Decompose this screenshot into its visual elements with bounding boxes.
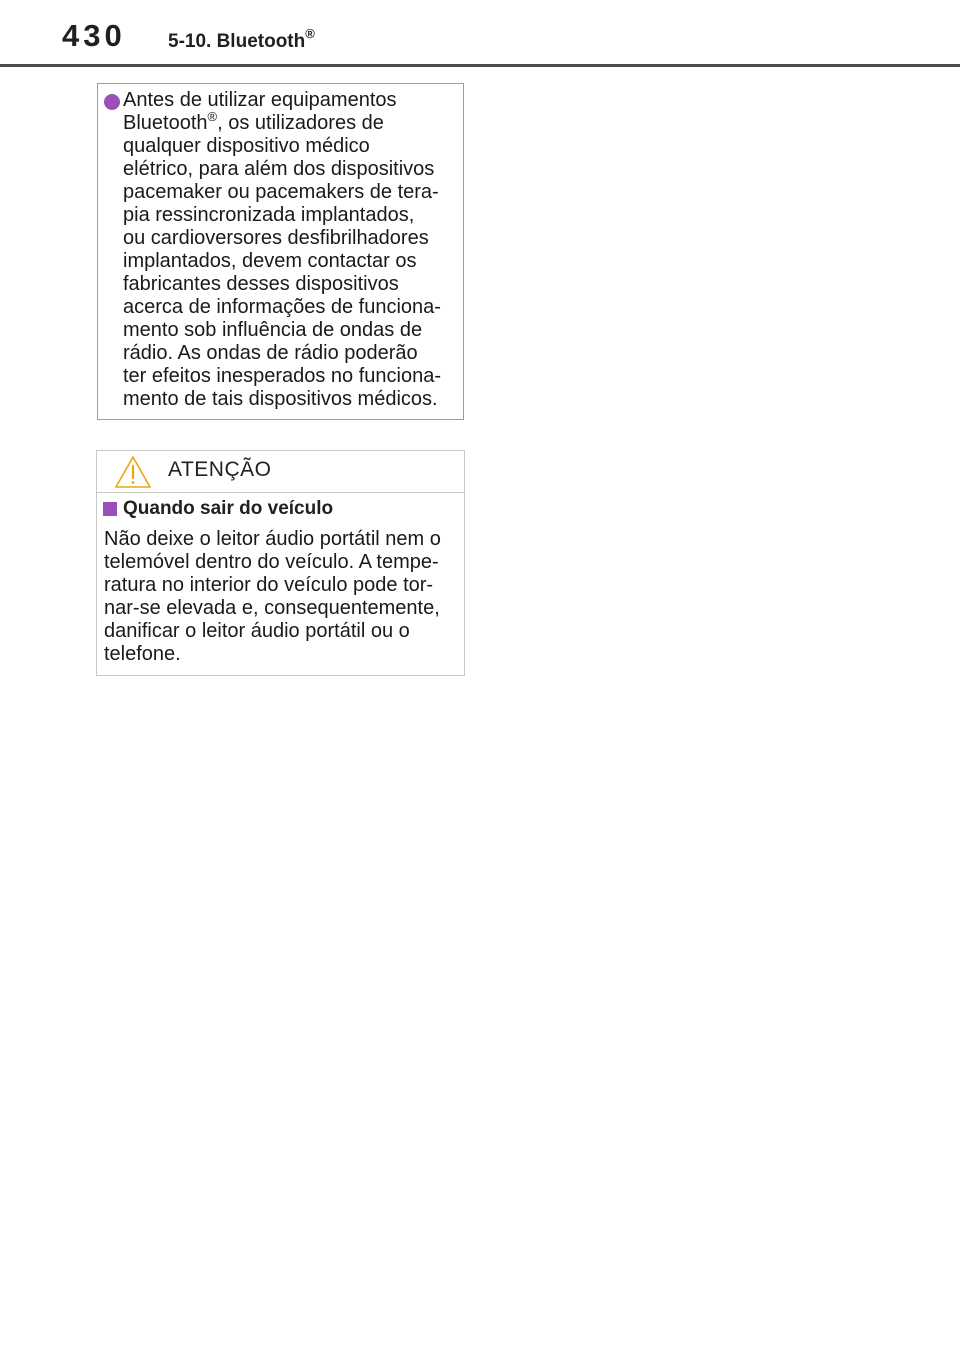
info-text-part1: Antes de utilizar equipamentos Bluetooth	[123, 89, 397, 134]
registered-mark: ®	[305, 26, 315, 41]
page-header	[0, 0, 960, 68]
section-title	[168, 26, 315, 53]
warning-title: ATENÇÃO	[168, 458, 272, 481]
warning-body: Não deixe o leitor áudio portátil nem o telemóvel dentro do veículo. A tempe- ratura no interior do veículo pode tor- nar-se elevada e, consequentemente, danificar o leitor áudio portátil ou o telefone.	[104, 528, 441, 665]
page-number: 430	[62, 18, 126, 53]
warning-triangle-icon	[114, 455, 152, 489]
info-registered-mark: ®	[207, 109, 218, 124]
heading-square-icon	[103, 502, 117, 516]
bullet-dot-icon	[104, 94, 120, 110]
warning-heading: Quando sair do veículo	[123, 498, 334, 519]
section-title-text: 5-10. Bluetooth	[168, 31, 306, 52]
info-note-text	[123, 89, 458, 411]
info-note-box	[97, 83, 464, 420]
header-divider	[0, 64, 960, 67]
warning-header	[97, 451, 464, 493]
info-text-part2: , os utilizadores de qualquer dispositivo médico elétrico, para além dos dispositivos pacemaker ou pacemakers de tera- pia ressincronizada implantados, ou cardioversores desfibrilhadores implantados, devem contactar os fabricantes desses dispositivos acerca de informações de funciona- mento sob influência de ondas de rádio. As ondas de rádio poderão ter efeitos inesperados no funciona- mento de tais dispositivos médicos.	[123, 112, 441, 410]
warning-box	[96, 450, 465, 676]
